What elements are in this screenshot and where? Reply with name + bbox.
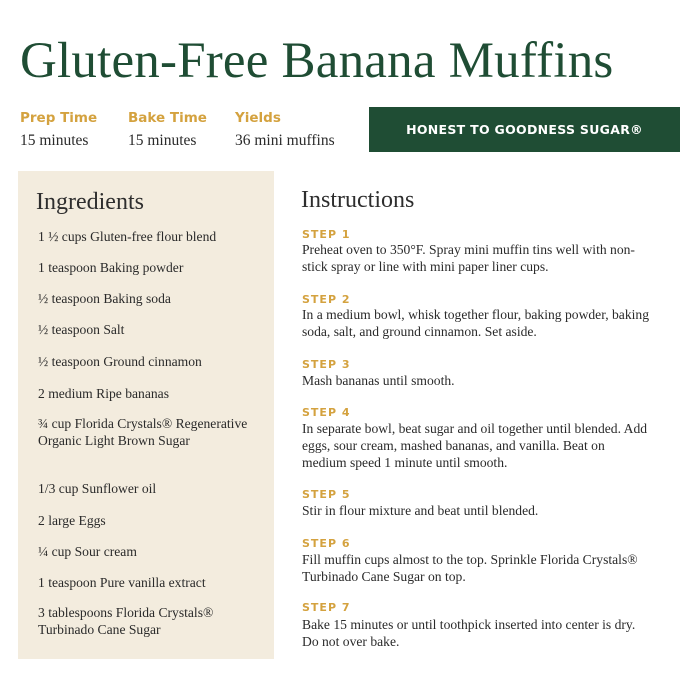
recipe-title: Gluten-Free Banana Muffins [20, 33, 614, 89]
meta-value: 15 minutes [20, 132, 89, 149]
ingredient-item: 1 teaspoon Pure vanilla extract [38, 575, 206, 590]
ingredient-item: 1 ½ cups Gluten-free flour blend [38, 229, 217, 244]
step-text: Stir in flour mixture and beat until blended. [302, 503, 539, 518]
step-label: STEP 1 [302, 228, 351, 241]
ingredient-item: 2 large Eggs [38, 513, 106, 528]
ingredient-item: 3 tablespoons Florida Crystals® Turbinado Cane Sugar [38, 605, 214, 637]
ingredient-item: 1 teaspoon Baking powder [38, 260, 184, 275]
step-text: In separate bowl, beat sugar and oil together until blended. Add eggs, sour cream, mashed bananas, and vanilla. Beat on medium speed 1 minute until smooth. [302, 421, 648, 470]
ingredient-item: ¼ cup Sour cream [38, 544, 137, 559]
meta-yields [235, 110, 335, 150]
step-text: In a medium bowl, whisk together flour, baking powder, baking soda, salt, and ground cinnamon. Set aside. [302, 307, 649, 339]
meta-label: Prep Time [20, 110, 98, 126]
ingredients-heading: Ingredients [36, 189, 144, 215]
step-label: STEP 2 [302, 293, 351, 306]
step-text: Preheat oven to 350°F. Spray mini muffin tins well with non-stick spray or line with mini paper liner cups. [302, 242, 635, 274]
meta-value: 36 mini muffins [235, 132, 335, 149]
ingredient-item: ¾ cup Florida Crystals® Regenerative Organic Light Brown Sugar [38, 416, 248, 448]
ingredient-item: ½ teaspoon Ground cinnamon [38, 354, 202, 369]
meta-bake-time [128, 110, 207, 150]
meta-value: 15 minutes [128, 132, 197, 149]
ingredient-item: ½ teaspoon Salt [38, 322, 125, 337]
ingredient-item: ½ teaspoon Baking soda [38, 291, 171, 306]
step-label: STEP 6 [302, 537, 351, 550]
instructions-heading: Instructions [301, 187, 415, 213]
meta-prep-time [20, 110, 97, 150]
step-label: STEP 4 [302, 406, 351, 419]
ingredient-item: 1/3 cup Sunflower oil [38, 481, 157, 496]
step-label: STEP 7 [302, 601, 351, 614]
meta-label: Yields [235, 110, 281, 126]
meta-label: Bake Time [128, 110, 207, 126]
ingredient-item: 2 medium Ripe bananas [38, 386, 169, 401]
step-label: STEP 3 [302, 358, 351, 371]
step-text: Fill muffin cups almost to the top. Sprinkle Florida Crystals® Turbinado Cane Sugar on top. [302, 552, 638, 584]
step-text: Bake 15 minutes or until toothpick inserted into center is dry. Do not over bake. [302, 617, 636, 649]
step-label: STEP 5 [302, 488, 351, 501]
step-text: Mash bananas until smooth. [302, 373, 455, 388]
brand-badge: HONEST TO GOODNESS SUGAR® [369, 107, 680, 152]
